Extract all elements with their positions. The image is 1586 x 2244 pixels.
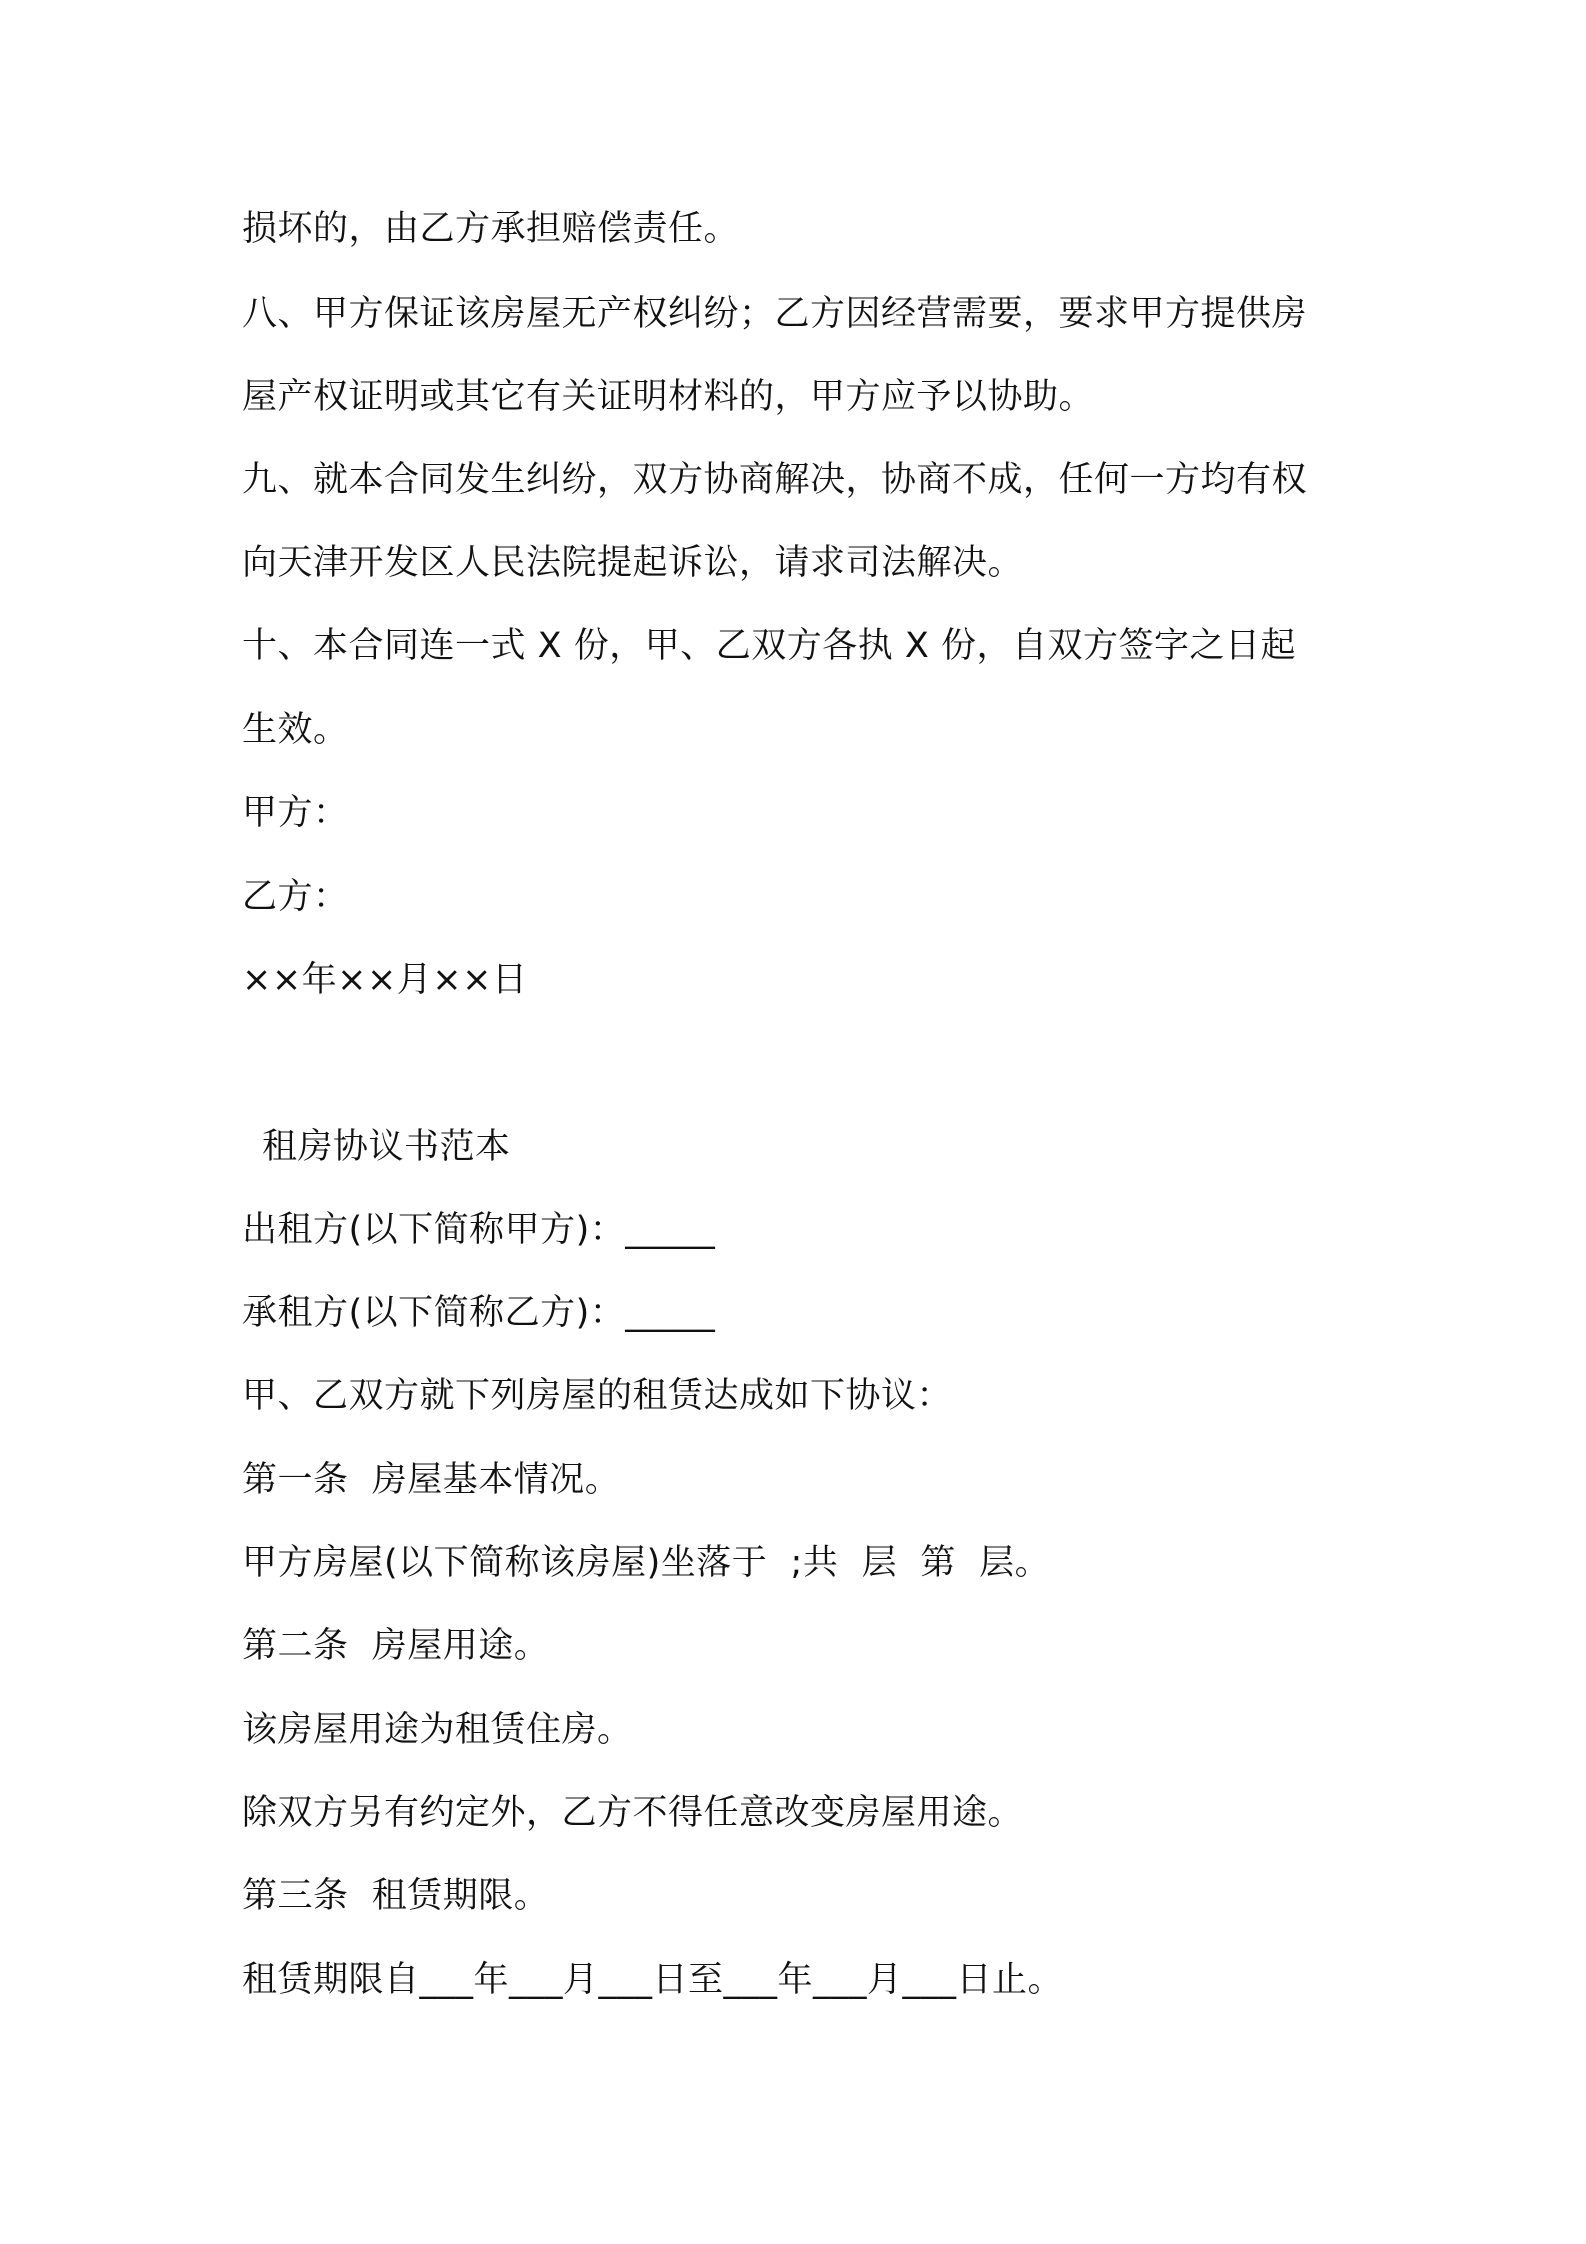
party-b-signature: 乙方： xyxy=(242,877,349,917)
article-2-text-2: 除双方另有约定外，乙方不得任意改变房屋用途。 xyxy=(242,1793,1024,1833)
article-3-heading: 第三条 租赁期限。 xyxy=(242,1876,550,1916)
lessor-line: 出租方(以下简称甲方)：_____ xyxy=(242,1210,716,1250)
document-title: 租房协议书范本 xyxy=(262,1127,511,1167)
party-a-signature: 甲方： xyxy=(242,793,349,833)
article-1-heading: 第一条 房屋基本情况。 xyxy=(242,1460,621,1500)
agreement-intro: 甲、乙双方就下列房屋的租赁达成如下协议： xyxy=(242,1376,953,1416)
article-3-text: 租赁期限自___年___月___日至___年___月___日止。 xyxy=(242,1960,1064,2000)
lessee-line: 承租方(以下简称乙方)：_____ xyxy=(242,1293,716,1333)
article-2-text-1: 该房屋用途为租赁住房。 xyxy=(242,1710,633,1750)
clause-8-line-2: 屋产权证明或其它有关证明材料的，甲方应予以协助。 xyxy=(242,377,1095,417)
clause-8-line-1: 八、甲方保证该房屋无产权纠纷；乙方因经营需要，要求甲方提供房 xyxy=(242,294,1308,334)
article-1-text: 甲方房屋(以下简称该房屋)坐落于 ;共 层 第 层。 xyxy=(242,1543,1051,1583)
clause-9-line-1: 九、就本合同发生纠纷，双方协商解决，协商不成，任何一方均有权 xyxy=(242,460,1308,500)
article-2-heading: 第二条 房屋用途。 xyxy=(242,1626,550,1666)
clause-10-line-2: 生效。 xyxy=(242,710,349,750)
clause-10-line-1: 十、本合同连一式 X 份，甲、乙双方各执 X 份，自双方签字之日起 xyxy=(242,626,1296,666)
signing-date: ××年××月××日 xyxy=(242,960,528,1000)
paragraph-line: 损坏的，由乙方承担赔偿责任。 xyxy=(242,209,740,249)
clause-9-line-2: 向天津开发区人民法院提起诉讼，请求司法解决。 xyxy=(242,543,1024,583)
